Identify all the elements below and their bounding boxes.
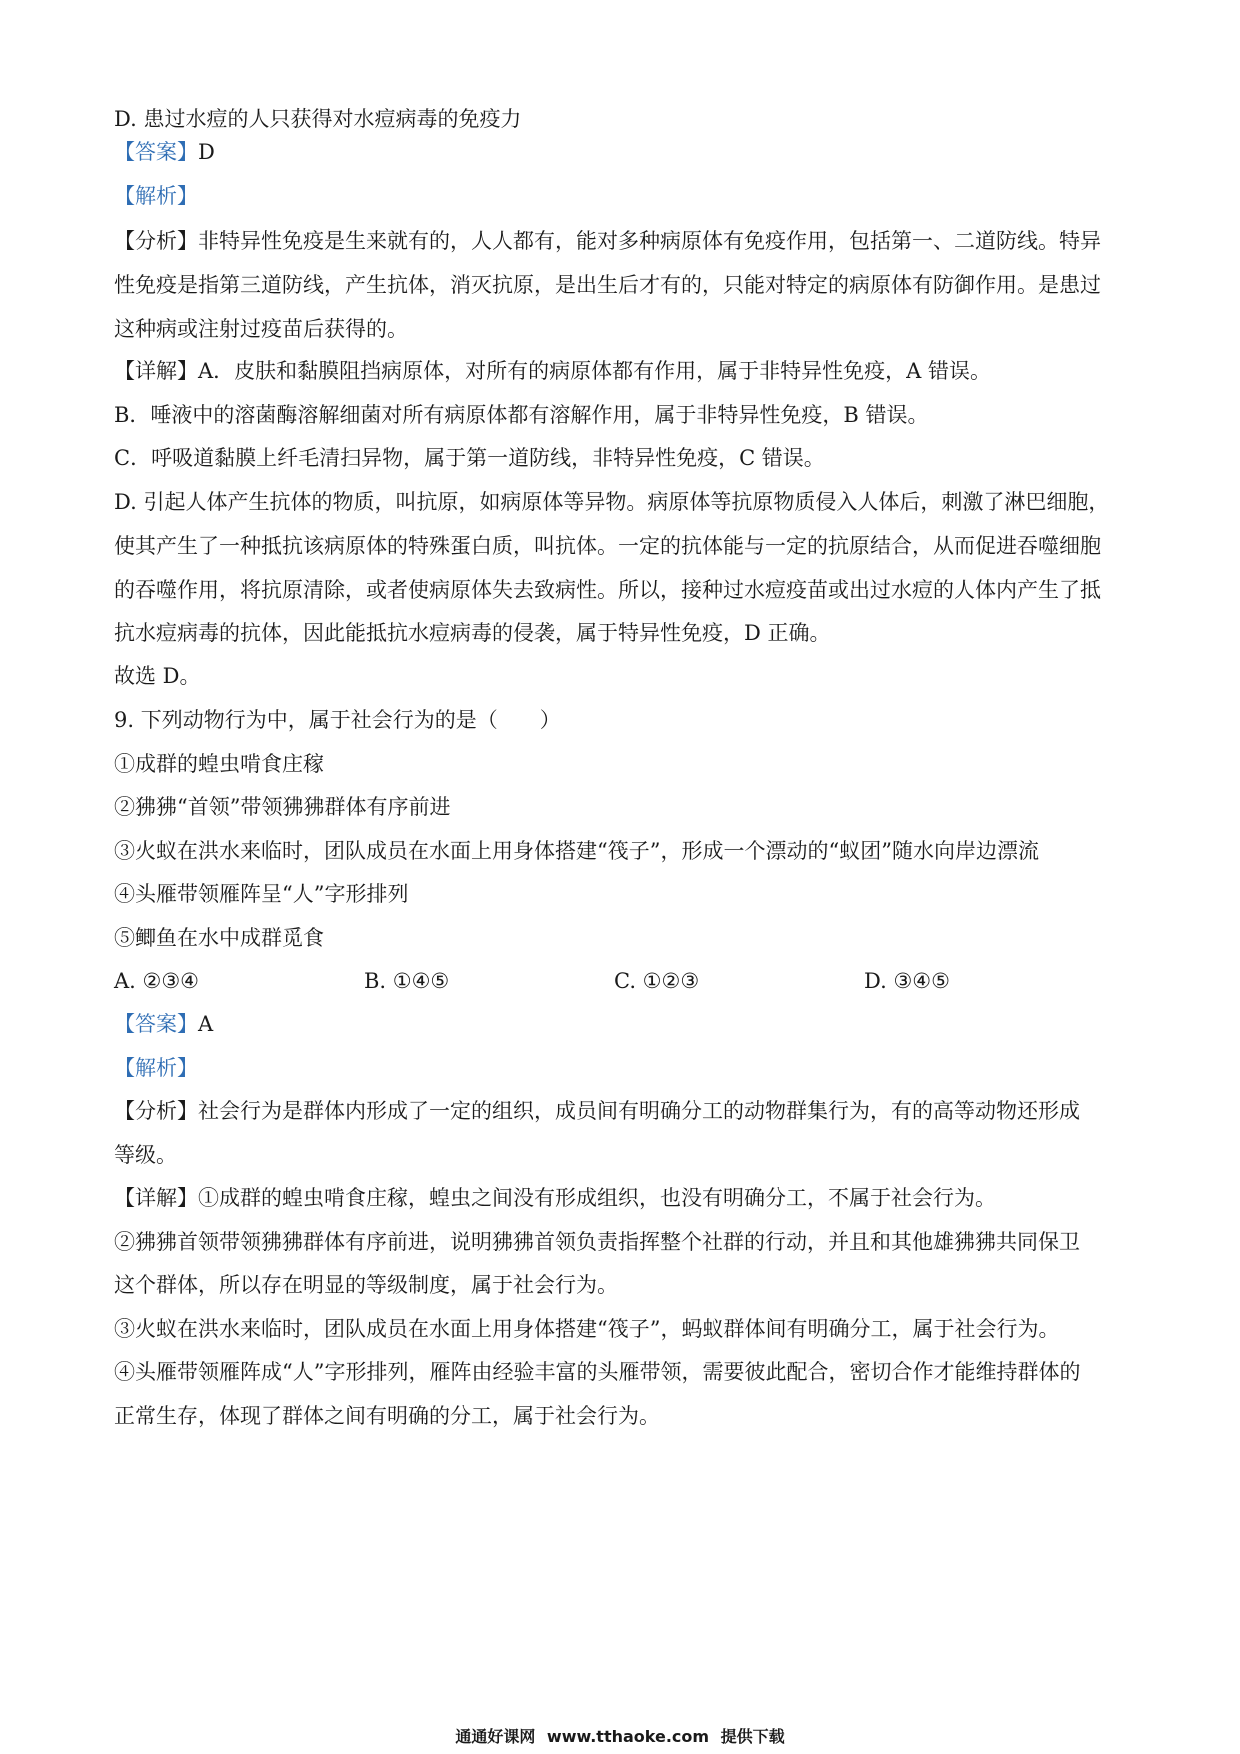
paragraph-line: ②狒狒首领带领狒狒群体有序前进，说明狒狒首领负责指挥整个社群的行动，并且和其他雄狒狒共同保卫 [114, 1230, 1080, 1254]
xiangjie-label: 【详解】 [114, 1186, 198, 1210]
paragraph-line: 正常生存，体现了群体之间有明确的分工，属于社会行为。 [114, 1404, 660, 1428]
fenxi-line [114, 1096, 1134, 1126]
question-item: ③火蚁在洪水来临时，团队成员在水面上用身体搭建“筏子”，形成一个漂动的“蚁团”随水向岸边漂流 [114, 839, 1039, 863]
xiangjie-label: 【详解】 [114, 359, 198, 383]
xiangjie-text: A．皮肤和黏膜阻挡病原体，对所有的病原体都有作用，属于非特异性免疫，A 错误。 [198, 359, 992, 383]
option-d-line: D. 患过水痘的人只获得对水痘病毒的免疫力 [114, 107, 522, 131]
analysis-heading [114, 181, 1134, 211]
choice-d: D. ③④⑤ [864, 969, 950, 993]
xiangjie-text: ①成群的蝗虫啃食庄稼，蝗虫之间没有形成组织，也没有明确分工，不属于社会行为。 [198, 1186, 996, 1210]
fenxi-text: 非特异性免疫是生来就有的，人人都有，能对多种病原体有免疫作用，包括第一、二道防线。特异 [198, 229, 1101, 253]
xiangjie-line [114, 1183, 1134, 1213]
choice-b: B. ①④⑤ [364, 969, 450, 993]
answer-label: 【答案】 [114, 1012, 198, 1036]
fenxi-text: 社会行为是群体内形成了一定的组织，成员间有明确分工的动物群集行为，有的高等动物还形成 [198, 1099, 1080, 1123]
paragraph-line: C．呼吸道黏膜上纤毛清扫异物，属于第一道防线，非特异性免疫，C 错误。 [114, 446, 825, 470]
question-stem: 9. 下列动物行为中，属于社会行为的是（ ） [114, 708, 561, 732]
paragraph-line: 这种病或注射过疫苗后获得的。 [114, 317, 408, 341]
analysis-label: 【解析】 [114, 184, 198, 208]
fenxi-label: 【分析】 [114, 1099, 198, 1123]
paragraph-line: 性免疫是指第三道防线，产生抗体，消灭抗原，是出生后才有的，只能对特定的病原体有防御作用。是患过 [114, 273, 1101, 297]
paragraph-line: 抗水痘病毒的抗体，因此能抵抗水痘病毒的侵袭，属于特异性免疫，D 正确。 [114, 621, 831, 645]
question-item: ①成群的蝗虫啃食庄稼 [114, 752, 324, 776]
analysis-label: 【解析】 [114, 1056, 198, 1080]
answer-line [114, 137, 1134, 167]
paragraph-line: 这个群体，所以存在明显的等级制度，属于社会行为。 [114, 1273, 618, 1297]
fenxi-label: 【分析】 [114, 229, 198, 253]
page-footer [0, 1724, 1240, 1747]
choice-c: C. ①②③ [614, 969, 700, 993]
footer-url[interactable]: www.tthaoke.com [546, 1727, 710, 1746]
paragraph-line: 的吞噬作用，将抗原清除，或者使病原体失去致病性。所以，接种过水痘疫苗或出过水痘的人体内产生了抵 [114, 578, 1101, 602]
analysis-heading [114, 1053, 1134, 1083]
paragraph-line: D. 引起人体产生抗体的物质，叫抗原，如病原体等异物。病原体等抗原物质侵入人体后，刺激了淋巴细胞， [114, 490, 1110, 514]
paragraph-line: ④头雁带领雁阵成“人”字形排列，雁阵由经验丰富的头雁带领，需要彼此配合，密切合作才能维持群体的 [114, 1360, 1081, 1384]
conclusion-line: 故选 D。 [114, 664, 201, 688]
paragraph-line: ③火蚁在洪水来临时，团队成员在水面上用身体搭建“筏子”，蚂蚁群体间有明确分工，属于社会行为。 [114, 1317, 1060, 1341]
answer-value: D [198, 140, 215, 164]
answer-label: 【答案】 [114, 140, 198, 164]
answer-line [114, 1009, 1134, 1039]
footer-site-name: 通通好课网 [455, 1727, 536, 1746]
footer-note: 提供下载 [720, 1727, 785, 1746]
paragraph-line: 等级。 [114, 1143, 177, 1167]
paragraph-line: B．唾液中的溶菌酶溶解细菌对所有病原体都有溶解作用，属于非特异性免疫，B 错误。 [114, 403, 929, 427]
question-item: ⑤鲫鱼在水中成群觅食 [114, 926, 324, 950]
fenxi-line [114, 226, 1134, 256]
question-item: ②狒狒“首领”带领狒狒群体有序前进 [114, 795, 451, 819]
answer-value: A [198, 1012, 214, 1036]
question-item: ④头雁带领雁阵呈“人”字形排列 [114, 882, 409, 906]
choice-a: A. ②③④ [114, 969, 199, 993]
paragraph-line: 使其产生了一种抵抗该病原体的特殊蛋白质，叫抗体。一定的抗体能与一定的抗原结合，从而促进吞噬细胞 [114, 534, 1101, 558]
xiangjie-line [114, 356, 1134, 386]
